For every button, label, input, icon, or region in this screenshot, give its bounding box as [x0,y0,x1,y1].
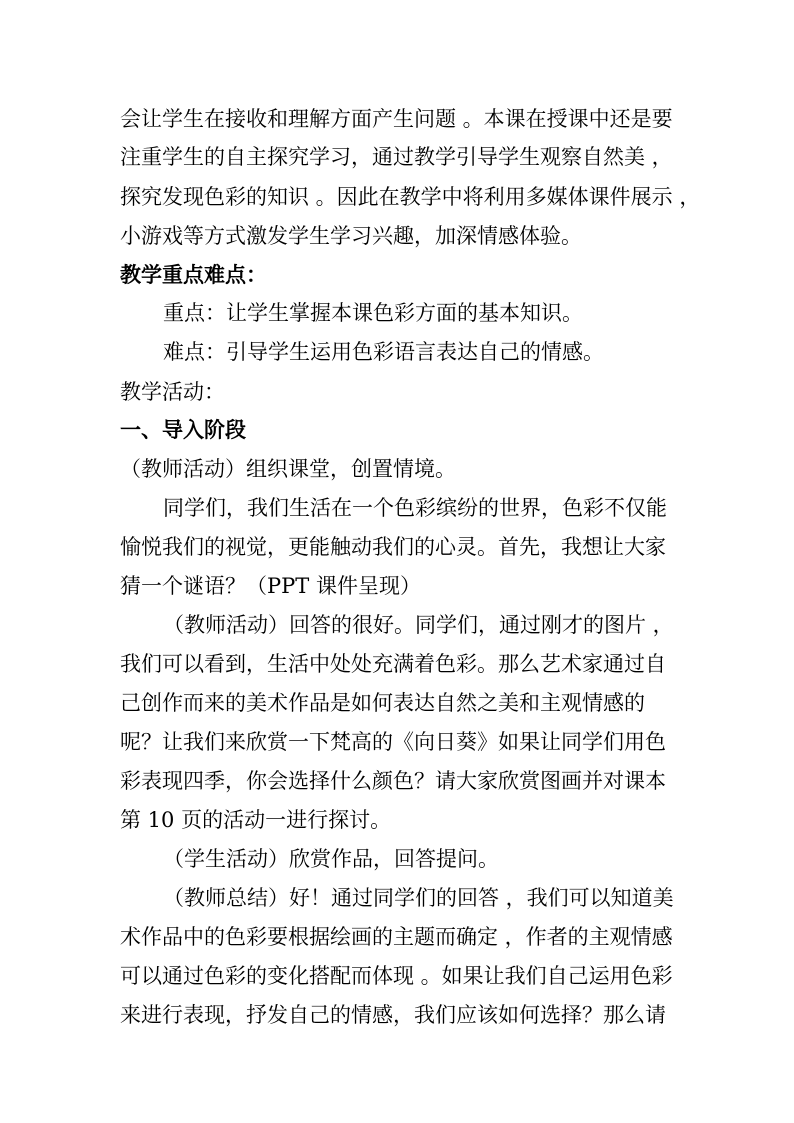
paragraph-line: （教师活动）组织课堂，创置情境。 [120,457,456,481]
paragraph-line: 来进行表现，抒发自己的情感，我们应该如何选择？那么请 [120,1003,666,1027]
paragraph-line: 会让学生在接收和理解方面产生问题 。本课在授课中还是要 [120,107,673,131]
section-heading-key-points: 教学重点难点： [120,262,267,287]
paragraph-line: 第 10 页的活动一进行探讨。 [120,808,392,832]
section-heading-intro-stage: 一、导入阶段 [120,417,246,442]
paragraph-line: 同学们，我们生活在一个色彩缤纷的世界，色彩不仅能 [163,496,667,520]
paragraph-line: 术作品中的色彩要根据绘画的主题而确定 ，作者的主观情感 [120,925,673,949]
paragraph-line: 探究发现色彩的知识 。因此在教学中将利用多媒体课件展示 ， [120,185,701,209]
paragraph-line: （教师活动）回答的很好。同学们，通过刚才的图片 ， [163,613,674,637]
section-heading-activities: 教学活动： [120,380,225,404]
paragraph-line: 注重学生的自主探究学习，通过教学引导学生观察自然美 ， [120,145,673,169]
paragraph-line: （学生活动）欣赏作品，回答提问。 [163,847,499,871]
paragraph-line: 愉悦我们的视觉，更能触动我们的心灵。首先，我想让大家 [120,535,666,559]
paragraph-line: 呢？让我们来欣赏一下梵高的《向日葵》如果让同学们用色 [120,730,666,754]
difficult-point-line: 难点：引导学生运用色彩语言表达自己的情感。 [163,340,604,364]
paragraph-line: 彩表现四季，你会选择什么颜色？请大家欣赏图画并对课本 [120,769,666,793]
paragraph-line: 可以通过色彩的变化搭配而体现 。如果让我们自己运用色彩 [120,964,673,988]
paragraph-line: 己创作而来的美术作品是如何表达自然之美和主观情感的 [120,691,645,715]
paragraph-line: （教师总结）好！通过同学们的回答 ，我们可以知道美 [163,886,674,910]
paragraph-line: 我们可以看到，生活中处处充满着色彩。那么艺术家通过自 [120,652,666,676]
key-point-line: 重点：让学生掌握本课色彩方面的基本知识。 [163,301,583,325]
paragraph-line: 小游戏等方式激发学生学习兴趣，加深情感体验。 [120,224,582,248]
paragraph-line: 猜一个谜语？（PPT 课件呈现） [120,574,421,598]
